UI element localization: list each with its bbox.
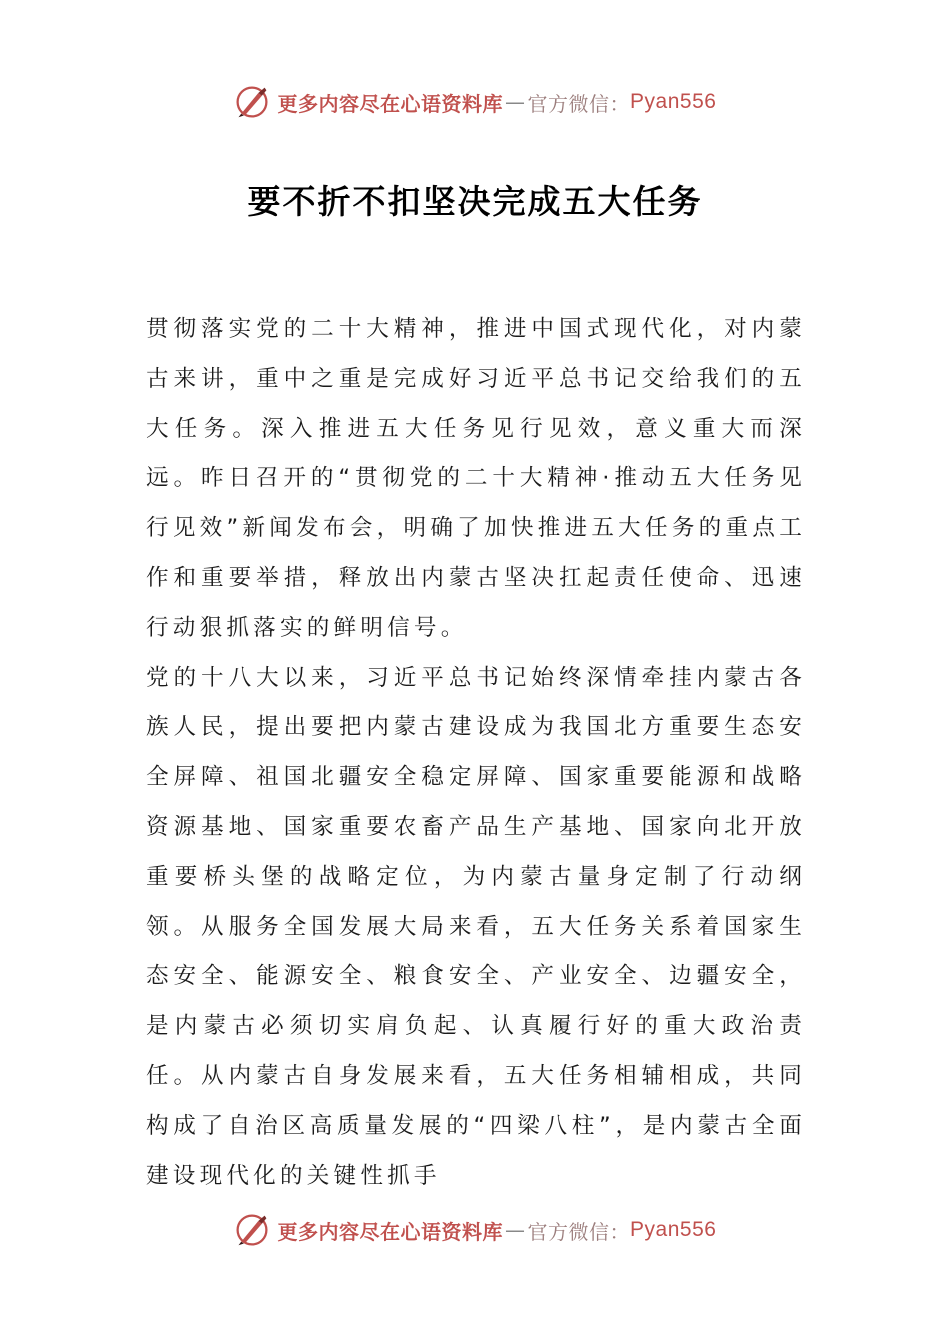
- banner-dash: —: [505, 90, 526, 114]
- footer-banner: [0, 1208, 950, 1252]
- header-banner-text: [278, 88, 717, 117]
- banner-dash: —: [505, 1218, 526, 1242]
- brand-name: 更多内容尽在心语资料库: [277, 1219, 504, 1244]
- document-body: [146, 305, 806, 1201]
- wechat-label: 官方微信：: [527, 91, 631, 116]
- brand-name: 更多内容尽在心语资料库: [277, 91, 504, 116]
- header-banner: [0, 80, 950, 124]
- wechat-id: Pyan556: [630, 90, 717, 113]
- paragraph-2: 党的十八大以来，习近平总书记始终深情牵挂内蒙古各族人民，提出要把内蒙古建设成为我国北方重要生态安全屏障、祖国北疆安全稳定屏障、国家重要能源和战略资源基地、国家重要农畜产品生产基地、国家向北开放重要桥头堡的战略定位，为内蒙古量身定制了行动纲领。从服务全国发展大局来看，五大任务关系着国家生态安全、能源安全、粮食安全、产业安全、边疆安全，是内蒙古必须切实肩负起、认真履行好的重大政治责任。从内蒙古自身发展来看，五大任务相辅相成，共同构成了自治区高质量发展的“四梁八柱”，是内蒙古全面建设现代化的关键性抓手: [146, 664, 806, 1189]
- footer-banner-text: [278, 1216, 717, 1245]
- quill-pen-logo-icon: [234, 84, 270, 120]
- paragraph-1: 贯彻落实党的二十大精神，推进中国式现代化，对内蒙古来讲，重中之重是完成好习近平总书记交给我们的五大任务。深入推进五大任务见行见效，意义重大而深远。昨日召开的“贯彻党的二十大精神·推动五大任务见行见效”新闻发布会，明确了加快推进五大任务的重点工作和重要举措，释放出内蒙古坚决扛起责任使命、迅速行动狠抓落实的鲜明信号。: [146, 316, 806, 641]
- wechat-label: 官方微信：: [527, 1219, 631, 1244]
- wechat-id: Pyan556: [630, 1218, 717, 1241]
- document-title: 要不折不扣坚决完成五大任务: [247, 182, 703, 221]
- quill-pen-logo-icon: [234, 1212, 270, 1248]
